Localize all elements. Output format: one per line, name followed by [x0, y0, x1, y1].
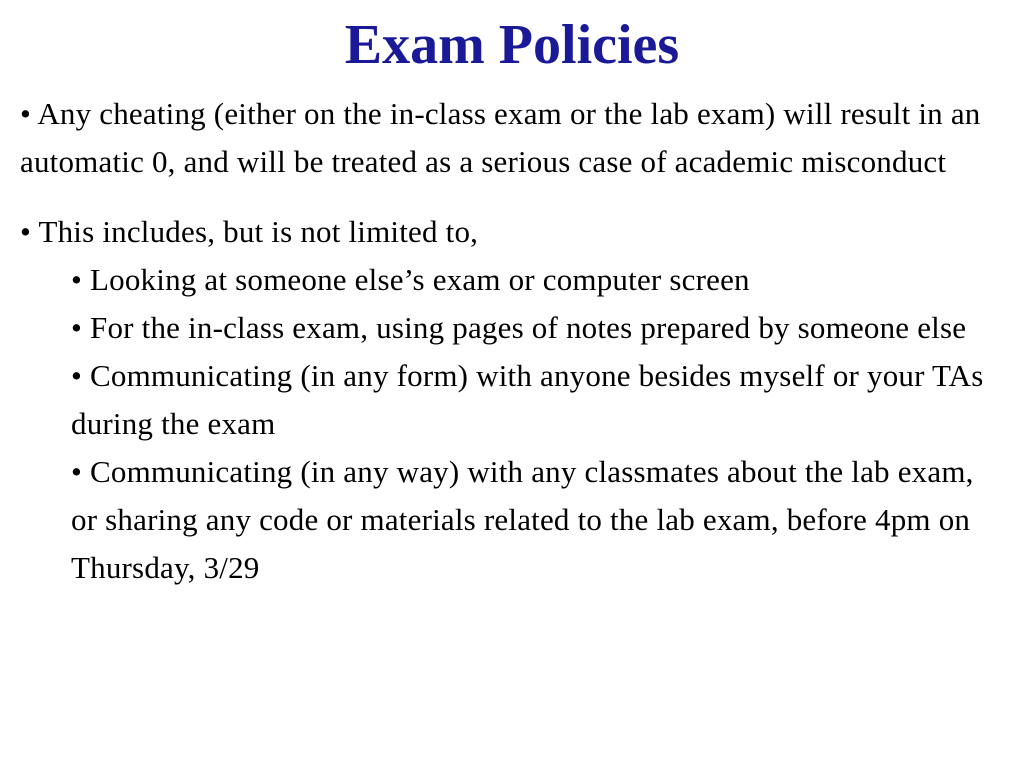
slide-title: Exam Policies — [344, 14, 680, 76]
bullet-list — [20, 90, 1004, 592]
bullet-item — [20, 208, 1004, 256]
sub-bullet-item — [71, 352, 1004, 448]
bullet-text: This includes, but is not limited to, — [38, 214, 479, 249]
bullet-dot-icon: • — [20, 214, 32, 249]
bullet-dot-icon: • — [71, 262, 83, 297]
sub-bullet-text: Communicating (in any way) with any classmates about the lab exam, or sharing any code or materials related to the lab exam, before 4pm on Thursday, 3/29 — [71, 454, 974, 585]
bullet-dot-icon: • — [71, 358, 83, 393]
bullet-dot-icon: • — [20, 96, 32, 131]
bullet-text: Any cheating (either on the in-class exam or the lab exam) will result in an automatic 0, and will be treated as a serious case of academic misconduct — [20, 96, 981, 179]
bullet-item — [20, 90, 1004, 186]
sub-bullet-text: For the in-class exam, using pages of notes prepared by someone else — [90, 310, 967, 345]
sub-bullet-item — [71, 448, 1004, 592]
sub-bullet-item — [71, 256, 1004, 304]
sub-bullet-text: Looking at someone else’s exam or computer screen — [90, 262, 750, 297]
sub-bullet-list — [20, 256, 1004, 592]
sub-bullet-text: Communicating (in any form) with anyone besides myself or your TAs during the exam — [71, 358, 984, 441]
sub-bullet-item — [71, 304, 1004, 352]
bullet-dot-icon: • — [71, 454, 83, 489]
bullet-dot-icon: • — [71, 310, 83, 345]
